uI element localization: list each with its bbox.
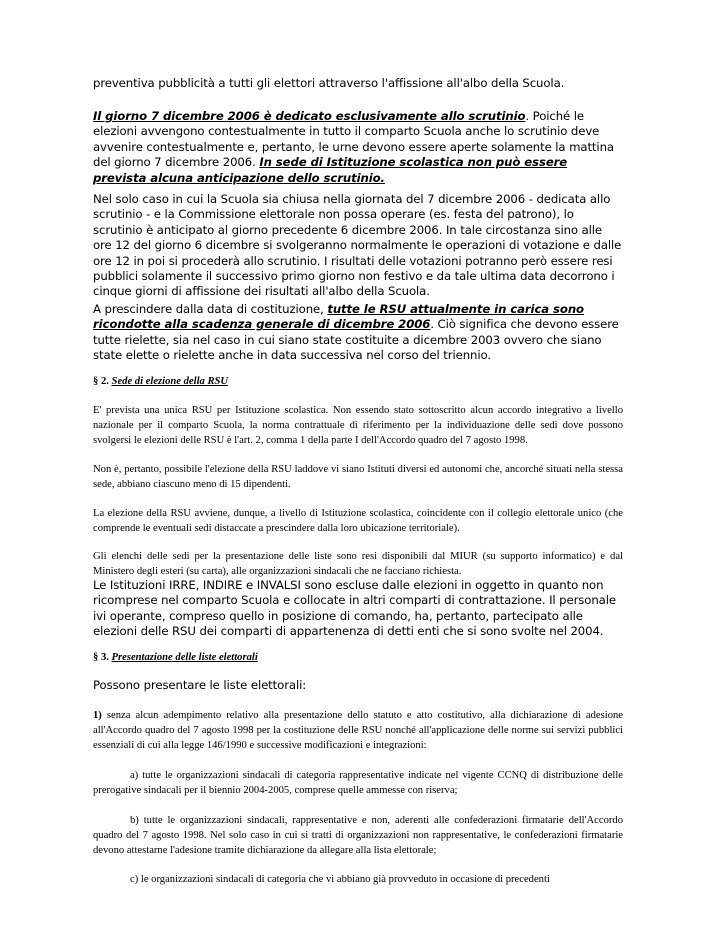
list-item-a: a) tutte le organizzazioni sindacali di categoria rappresentative indicate nel vigente CCNQ di distribuzione delle prerogative sindacali per il biennio 2004-2005, comprese quelle ammesse con riserva; (93, 770, 623, 796)
section-2-title: Sede di elezione della RSU (111, 376, 229, 387)
list-item-1-text: senza alcun adempimento relativo alla presentazione dello statuto e atto costitutivo, alla dichiarazione di adesione all'Accordo quadro del 7 agosto 1998 per la costituzione delle RSU nonché all'applicazione delle norme sui servizi pubblici essenziali di cui alla legge 146/1990 e successive modificazioni e integrazioni: (93, 710, 623, 751)
list-item-1-number: 1) (93, 710, 102, 721)
list-item-b: b) tutte le organizzazioni sindacali, rappresentative e non, aderenti alle confederazioni firmatarie dell'Accordo quadro del 7 agosto 1998. Nel solo caso in cui si tratti di organizzazioni non rappresentative, le confederazioni firmatarie devono attestarne l'adesione tramite dichiarazione da allegare alla lista elettorale; (93, 815, 623, 856)
paragraph-election-level: La elezione della RSU avviene, dunque, a livello di Istituzione scolastica, coincidente con il collegio elettorale unico (che comprende le eventuali sedi distaccate a prescindere dalla loro ubicazione territoriale). (93, 508, 623, 534)
rsu-expiry-text: . Ciò significa che devono essere tutte rielette, sia nel caso in cui siano state costituite a dicembre 2003 ovvero che siano state elette o rielette anche in data successiva nel corso del triennio. (93, 317, 619, 363)
section-2-number: § 2. (93, 376, 109, 387)
paragraph-school-closed: Nel solo caso in cui la Scuola sia chiusa nella giornata del 7 dicembre 2006 - dedicata allo scrutinio - e la Commissione elettorale non possa operare (es. festa del patrono), lo scrutinio è anticipato al giorno precedente 6 dicembre 2006. In tale circostanza sino alle ore 12 del giorno 6 dicembre si svolgeranno normalmente le operazioni di votazione e dalle ore 12 in poi si procederà allo scrutinio. I risultati delle votazioni potranno però essere resi pubblici solamente il successivo primo giorno non festivo e da tale ultima data decorrono i cinque giorni di affissione dei risultati all'albo della Scuola. (93, 192, 622, 299)
paragraph-who-can-present: Possono presentare le liste elettorali: (93, 678, 307, 692)
section-3-title: Presentazione delle liste elettorali (111, 652, 258, 663)
scrutiny-date-emphasis: Il giorno 7 dicembre 2006 è dedicato esclusivamente allo scrutinio (93, 109, 526, 123)
list-item-c: c) le organizzazioni sindacali di categoria che vi abbiano già provveduto in occasione di precedenti (130, 874, 550, 885)
paragraph-rsu-expiry (93, 302, 623, 364)
paragraph-scrutiny-date (93, 109, 623, 186)
section-heading-2 (93, 374, 623, 389)
paragraph-publicity: preventiva pubblicità a tutti gli elettori attraverso l'affissione all'albo della Scuola. (93, 76, 565, 90)
rsu-expiry-lead: A prescindere dalla data di costituzione, (93, 302, 328, 316)
paragraph-different-institutes: Non è, pertanto, possibile l'elezione della RSU laddove vi siano Istituti diversi ed autonomi che, ancorché situati nella stessa sede, abbiano ciascuno meno di 15 dipendenti. (93, 464, 623, 490)
rsu-expiry-emphasis: tutte le RSU attualmente in carica sono ricondotte alla scadenza generale di dicembre 2006 (93, 302, 584, 332)
paragraph-excluded-institutions: Le Istituzioni IRRE, INDIRE e INVALSI sono escluse dalle elezioni in oggetto in quanto non ricomprese nel comparto Scuola e collocate in altri comparti di contrattazione. Il personale ivi operante, compreso quello in posizione di comando, ha, pertanto, partecipato alle elezioni delle RSU dei comparti di appartenenza di detti enti che si sono svolte nel 2004. (93, 578, 616, 639)
list-item-1 (93, 708, 623, 753)
section-heading-3 (93, 650, 623, 665)
section-3-number: § 3. (93, 652, 109, 663)
scrutiny-date-text: . Poiché le elezioni avvengono contestualmente in tutto il comparto Scuola anche lo scrutinio deve avvenire contestualmente e, pertanto, le urne devono essere aperte solamente la mattina del giorno 7 dicembre 2006. (93, 109, 614, 170)
paragraph-lists-availability: Gli elenchi delle sedi per la presentazione delle liste sono resi disponibili dal MIUR (su supporto informatico) e dal Ministero degli esteri (su carta), alle organizzazioni sindacali che ne facciano richiesta. (93, 551, 623, 577)
paragraph-single-rsu: E' prevista una unica RSU per Istituzione scolastica. Non essendo stato sottoscritto alcun accordo integrativo a livello nazionale per il comparto Scuola, la norma contrattuale di riferimento per la individuazione delle sedi dove possono svolgersi le elezioni delle RSU è l'art. 2, comma 1 della parte I dell'Accordo quadro del 7 agosto 1998. (93, 405, 623, 446)
no-anticipation-emphasis: In sede di Istituzione scolastica non può essere prevista alcuna anticipazione dello scrutinio. (93, 155, 568, 185)
